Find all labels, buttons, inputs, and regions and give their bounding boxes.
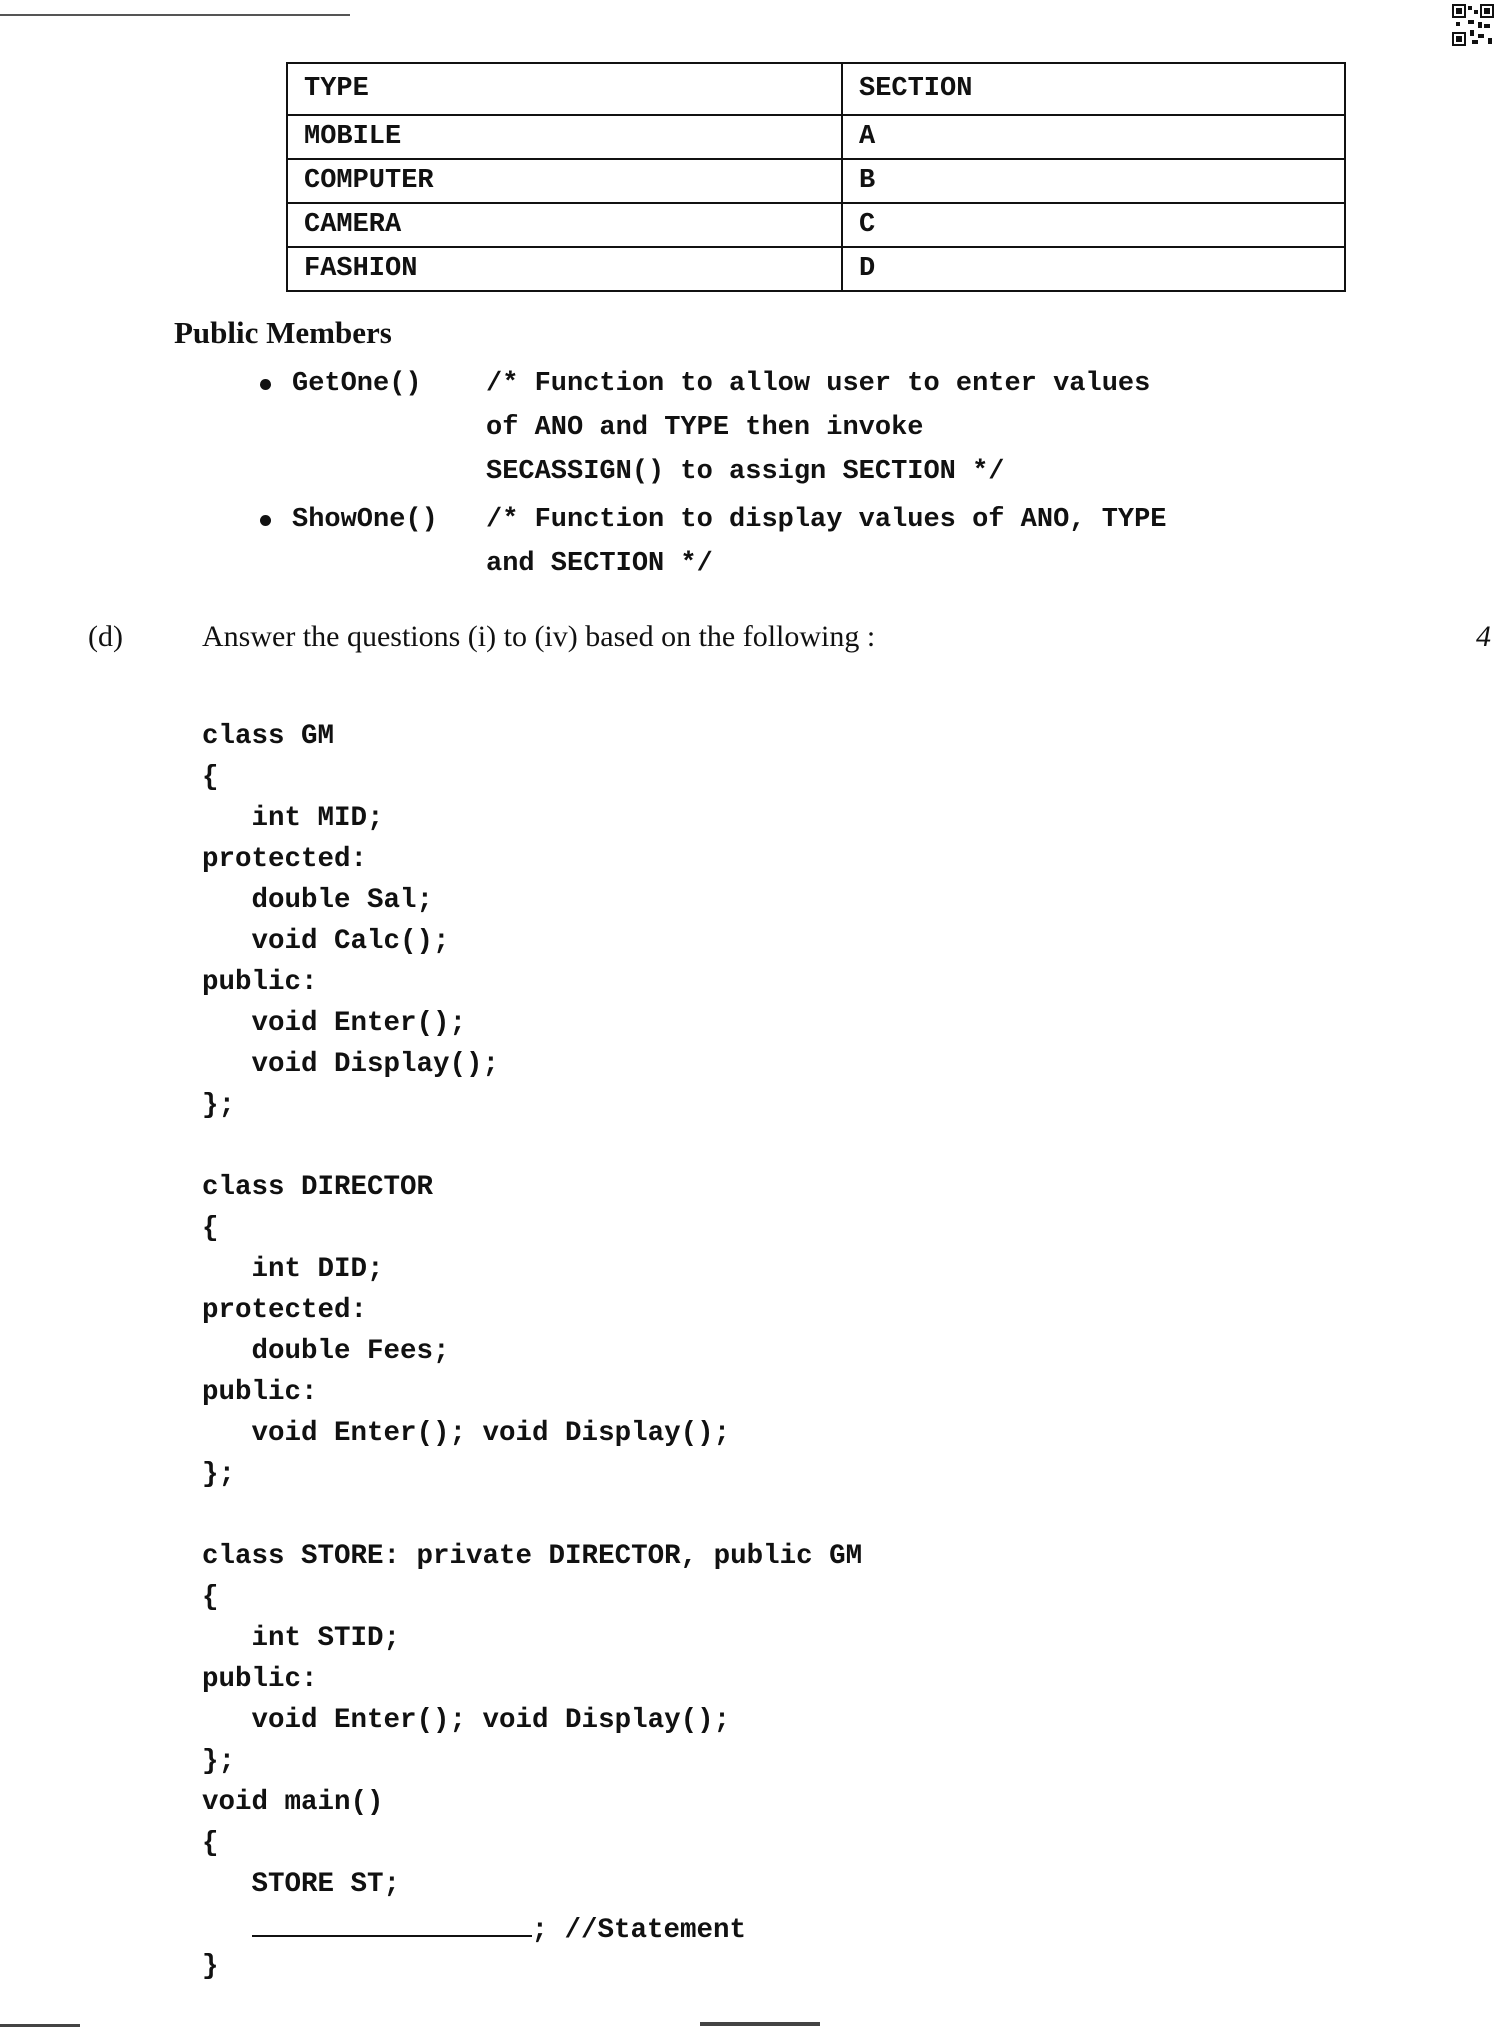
code-line: { xyxy=(202,1213,219,1244)
code-line: class GM xyxy=(202,721,335,752)
code-line: double Fees; xyxy=(202,1336,450,1367)
table-row xyxy=(287,115,1345,159)
table-cell: MOBILE xyxy=(287,115,842,159)
code-line: void Enter(); void Display(); xyxy=(202,1418,731,1449)
code-line: double Sal; xyxy=(202,885,434,916)
table-cell: B xyxy=(842,159,1345,203)
table-row xyxy=(287,203,1345,247)
code-line: class STORE: private DIRECTOR, public GM xyxy=(202,1541,863,1572)
code-line: }; xyxy=(202,1090,236,1121)
code-line: }; xyxy=(202,1746,236,1777)
statement-line xyxy=(202,1905,746,1951)
fill-in-blank[interactable] xyxy=(252,1905,532,1937)
code-line: public: xyxy=(202,1664,318,1695)
table-cell: D xyxy=(842,247,1345,291)
code-closing-brace: } xyxy=(202,1951,219,1982)
code-line: protected: xyxy=(202,1295,368,1326)
table-cell: A xyxy=(842,115,1345,159)
question-label: (d) xyxy=(88,620,123,653)
code-line: { xyxy=(202,1828,219,1859)
code-line: public: xyxy=(202,967,318,998)
statement-suffix: ; //Statement xyxy=(531,1915,747,1946)
bullet-icon xyxy=(260,379,271,390)
code-line: void main() xyxy=(202,1787,384,1818)
footer-fragment xyxy=(700,2022,820,2026)
code-line: }; xyxy=(202,1459,236,1490)
code-block-gm xyxy=(202,716,499,1126)
code-line: { xyxy=(202,1582,219,1613)
member-description-line: SECASSIGN() to assign SECTION */ xyxy=(486,457,1005,487)
code-block-director xyxy=(202,1167,730,1495)
table-row xyxy=(287,247,1345,291)
code-line: protected: xyxy=(202,844,368,875)
table-cell: COMPUTER xyxy=(287,159,842,203)
bullet-icon xyxy=(260,515,271,526)
table-row xyxy=(287,159,1345,203)
public-members-heading: Public Members xyxy=(174,315,392,350)
qr-code-icon xyxy=(1452,4,1494,46)
table-cell: CAMERA xyxy=(287,203,842,247)
member-description-line: of ANO and TYPE then invoke xyxy=(486,413,924,443)
code-line: void Display(); xyxy=(202,1049,500,1080)
table-header-cell: SECTION xyxy=(842,63,1345,115)
code-block-store-main xyxy=(202,1536,862,1905)
code-line: int STID; xyxy=(202,1623,401,1654)
footer-fragment xyxy=(0,2024,80,2027)
member-name: ShowOne() xyxy=(292,505,438,535)
member-name: GetOne() xyxy=(292,369,422,399)
type-section-table xyxy=(286,62,1346,292)
member-description-line: /* Function to display values of ANO, TYPE xyxy=(486,505,1167,535)
code-line: void Calc(); xyxy=(202,926,450,957)
code-line: int MID; xyxy=(202,803,384,834)
table-header-row xyxy=(287,63,1345,115)
code-line: void Enter(); xyxy=(202,1008,467,1039)
member-description-line: /* Function to allow user to enter values xyxy=(486,369,1151,399)
code-line: STORE ST; xyxy=(202,1869,401,1900)
table-cell: FASHION xyxy=(287,247,842,291)
table-header-cell: TYPE xyxy=(287,63,842,115)
code-line: class DIRECTOR xyxy=(202,1172,434,1203)
top-rule xyxy=(0,14,350,16)
member-description-line: and SECTION */ xyxy=(486,549,713,579)
question-marks: 4 xyxy=(1476,620,1491,653)
code-line: int DID; xyxy=(202,1254,384,1285)
code-line: { xyxy=(202,762,219,793)
question-text: Answer the questions (i) to (iv) based on the following : xyxy=(202,620,876,653)
code-line: public: xyxy=(202,1377,318,1408)
code-line: void Enter(); void Display(); xyxy=(202,1705,731,1736)
table-cell: C xyxy=(842,203,1345,247)
